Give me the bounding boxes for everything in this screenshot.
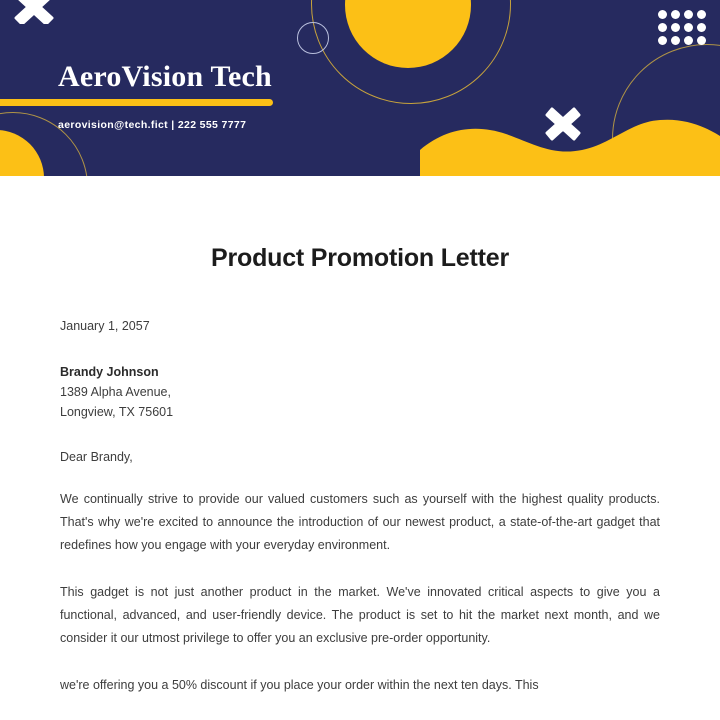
grid-dot — [658, 10, 667, 19]
letter-body — [0, 176, 720, 697]
dot-grid-decoration — [658, 10, 706, 45]
recipient-address-line-1: 1389 Alpha Avenue, — [60, 385, 171, 399]
body-paragraph-3: we're offering you a 50% discount if you place your order within the next ten days. This — [60, 678, 539, 693]
recipient-name: Brandy Johnson — [60, 364, 159, 379]
grid-dot — [684, 23, 693, 32]
large-ring-decoration — [311, 0, 511, 104]
brand-underline-rule — [0, 99, 273, 106]
grid-dot — [684, 36, 693, 45]
body-paragraph-1: We continually strive to provide our valued customers such as yourself with the highest quality products. That's why we're excited to announce the introduction of our newest product, a state-of-the-art gadget that redefines how you engage with your everyday environment. — [60, 491, 660, 552]
grid-dot — [658, 23, 667, 32]
x-mark-icon — [543, 103, 583, 143]
contact-line: aerovision@tech.fict | 222 555 7777 — [58, 119, 247, 131]
recipient-address-line-2: Longview, TX 75601 — [60, 405, 174, 420]
brand-block — [58, 62, 272, 92]
grid-dot — [671, 23, 680, 32]
grid-dot — [671, 36, 680, 45]
grid-dot — [671, 10, 680, 19]
x-mark-icon — [14, 0, 54, 24]
grid-dot — [697, 10, 706, 19]
grid-dot — [697, 23, 706, 32]
small-ring-decoration — [297, 22, 329, 54]
grid-dot — [697, 36, 706, 45]
letterhead-banner — [0, 0, 720, 176]
recipient-address-block — [60, 336, 660, 423]
company-name: AeroVision Tech — [58, 60, 272, 93]
page-title: Product Promotion Letter — [211, 244, 509, 272]
letter-date: January 1, 2057 — [60, 319, 150, 333]
grid-dot — [684, 10, 693, 19]
body-paragraph-2: This gadget is not just another product in the market. We've innovated critical aspects to give you a functional, advanced, and user-friendly device. The product is set to hit the market next month, and we consider it our utmost privilege to offer you an exclusive pre-order opportunity. — [60, 584, 660, 646]
grid-dot — [658, 36, 667, 45]
salutation: Dear Brandy, — [60, 449, 133, 464]
